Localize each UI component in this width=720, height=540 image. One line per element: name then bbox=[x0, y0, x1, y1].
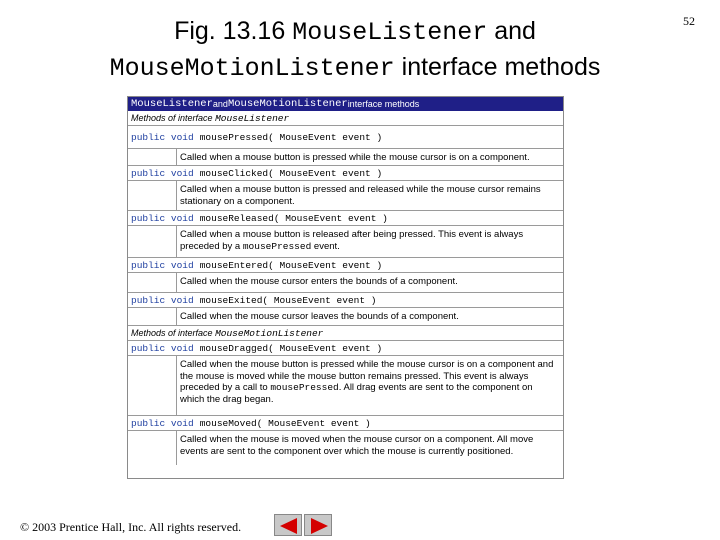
method-description-row bbox=[128, 226, 563, 258]
method-signature: mouseClicked( MouseEvent event ) bbox=[199, 167, 383, 179]
method-description-row bbox=[128, 431, 563, 465]
method-description-row bbox=[128, 308, 563, 326]
method-description-code: mousePressed bbox=[270, 382, 339, 393]
left-arrow-icon bbox=[275, 515, 303, 537]
method-description: Called when a mouse button is pressed and released while the mouse cursor remains stationary on a component. bbox=[180, 184, 541, 207]
method-modifier: public void bbox=[131, 167, 194, 179]
section-mouselistener bbox=[128, 111, 563, 126]
copyright-symbol: © bbox=[20, 520, 30, 534]
method-description-row bbox=[128, 273, 563, 293]
title-suffix: interface methods bbox=[401, 53, 601, 81]
method-signature-row bbox=[128, 126, 563, 149]
header-code-mousemotionlistener: MouseMotionListener bbox=[227, 98, 348, 110]
method-description-code: mousePressed bbox=[242, 240, 312, 252]
title-prefix: Fig. 13.16 bbox=[174, 17, 286, 45]
method-signature: mouseExited( MouseEvent event ) bbox=[199, 294, 377, 306]
method-signature-row bbox=[128, 258, 563, 273]
method-modifier: public void bbox=[131, 131, 194, 143]
header-and: and bbox=[212, 99, 228, 109]
method-description: Called when the mouse is moved when the mouse cursor on a component. All move events are sent to the component over which the mouse is currently positioned. bbox=[180, 434, 534, 457]
method-modifier: public void bbox=[131, 417, 194, 429]
page-number: 52 bbox=[683, 14, 695, 28]
method-signature-row bbox=[128, 166, 563, 181]
slide-title bbox=[20, 14, 690, 86]
method-description: Called when a mouse button is pressed while the mouse cursor is on a component. bbox=[180, 152, 530, 163]
header-code-mouselistener: MouseListener bbox=[131, 98, 213, 110]
right-arrow-icon bbox=[305, 515, 333, 537]
method-signature: mouseMoved( MouseEvent event ) bbox=[199, 417, 371, 429]
method-signature-row bbox=[128, 293, 563, 308]
section-label: Methods of interface bbox=[131, 113, 213, 123]
next-slide-button[interactable] bbox=[304, 514, 332, 536]
method-modifier: public void bbox=[131, 259, 194, 271]
method-description-row bbox=[128, 181, 563, 211]
method-signature: mousePressed( MouseEvent event ) bbox=[199, 131, 383, 143]
title-code-mousemotionlistener: MouseMotionListener bbox=[109, 54, 395, 83]
section-code: MouseMotionListener bbox=[215, 327, 324, 339]
method-signature-row bbox=[128, 416, 563, 431]
method-description: Called when the mouse cursor leaves the bounds of a component. bbox=[180, 311, 459, 322]
title-code-mouselistener: MouseListener bbox=[292, 18, 488, 47]
method-modifier: public void bbox=[131, 294, 194, 306]
method-description-row bbox=[128, 149, 563, 166]
section-code: MouseListener bbox=[215, 112, 290, 124]
table-header bbox=[128, 97, 563, 111]
copyright-text: 2003 Prentice Hall, Inc. All rights reserved. bbox=[32, 520, 242, 534]
methods-table bbox=[127, 96, 564, 479]
method-signature: mouseReleased( MouseEvent event ) bbox=[199, 212, 388, 224]
section-mousemotionlistener bbox=[128, 326, 563, 341]
method-modifier: public void bbox=[131, 342, 194, 354]
method-signature: mouseEntered( MouseEvent event ) bbox=[199, 259, 383, 271]
title-and: and bbox=[494, 17, 536, 45]
section-label: Methods of interface bbox=[131, 328, 213, 338]
copyright-footer bbox=[20, 520, 241, 535]
method-description-row bbox=[128, 356, 563, 416]
method-signature-row bbox=[128, 341, 563, 356]
header-suffix: interface methods bbox=[347, 99, 420, 109]
method-description-end: . All drag events are sent to the component on which the drag began. bbox=[180, 382, 533, 405]
method-description: Called when a mouse button is released after being pressed. This event is always preceded by a bbox=[180, 229, 524, 252]
method-description: Called when the mouse cursor enters the bounds of a component. bbox=[180, 276, 458, 287]
method-signature-row bbox=[128, 211, 563, 226]
method-modifier: public void bbox=[131, 212, 194, 224]
previous-slide-button[interactable] bbox=[274, 514, 302, 536]
method-description: Called when the mouse button is pressed while the mouse cursor is on a component and the mouse is moved while the mouse button remains pressed. This event is always preceded by a call to bbox=[180, 359, 554, 393]
method-signature: mouseDragged( MouseEvent event ) bbox=[199, 342, 383, 354]
method-description-end: event. bbox=[313, 240, 340, 252]
